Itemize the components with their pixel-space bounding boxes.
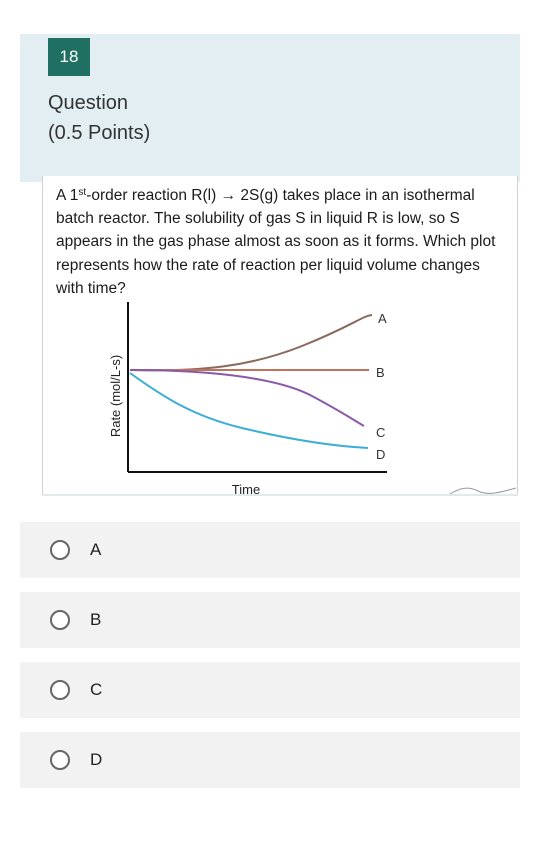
question-number-badge: 18 <box>48 38 90 76</box>
option-b-label: B <box>90 610 102 629</box>
bottom-right-decoration <box>450 488 516 494</box>
option-c-label: C <box>90 680 103 699</box>
option-c[interactable] <box>20 662 520 718</box>
question-text-superscript: st <box>78 187 87 198</box>
curve-label-a: A <box>378 311 387 326</box>
question-text-part2: -order reaction R(l) → 2S(g) takes place in an isothermal batch reactor. The solubility of gas S in liquid R is low, so S appears in the gas phase almost as soon as it forms. Which plot represents how the rate of reaction per liquid volume changes with time? <box>56 187 496 297</box>
option-a[interactable] <box>20 522 520 578</box>
option-a-radio[interactable] <box>50 540 70 560</box>
curve-c <box>130 370 364 426</box>
option-d-label: D <box>90 750 103 769</box>
option-d[interactable] <box>20 732 520 788</box>
option-b-radio[interactable] <box>50 610 70 630</box>
option-c-radio[interactable] <box>50 680 70 700</box>
curve-a <box>130 315 372 370</box>
curve-label-d: D <box>376 447 386 462</box>
rate-vs-time-plot <box>42 176 518 496</box>
question-text-part1: A 1 <box>56 187 79 204</box>
curve-label-b: B <box>376 365 385 380</box>
question-points: (0.5 Points) <box>48 122 151 144</box>
question-title: Question <box>48 92 129 114</box>
curve-label-c: C <box>376 425 386 440</box>
option-b[interactable] <box>20 592 520 648</box>
y-axis-label: Rate (mol/L-s) <box>108 354 123 438</box>
x-axis-label: Time <box>231 482 261 496</box>
option-a-label: A <box>90 540 102 559</box>
option-d-radio[interactable] <box>50 750 70 770</box>
curve-d <box>130 373 368 448</box>
question-image <box>42 176 518 496</box>
question-header <box>20 34 520 182</box>
